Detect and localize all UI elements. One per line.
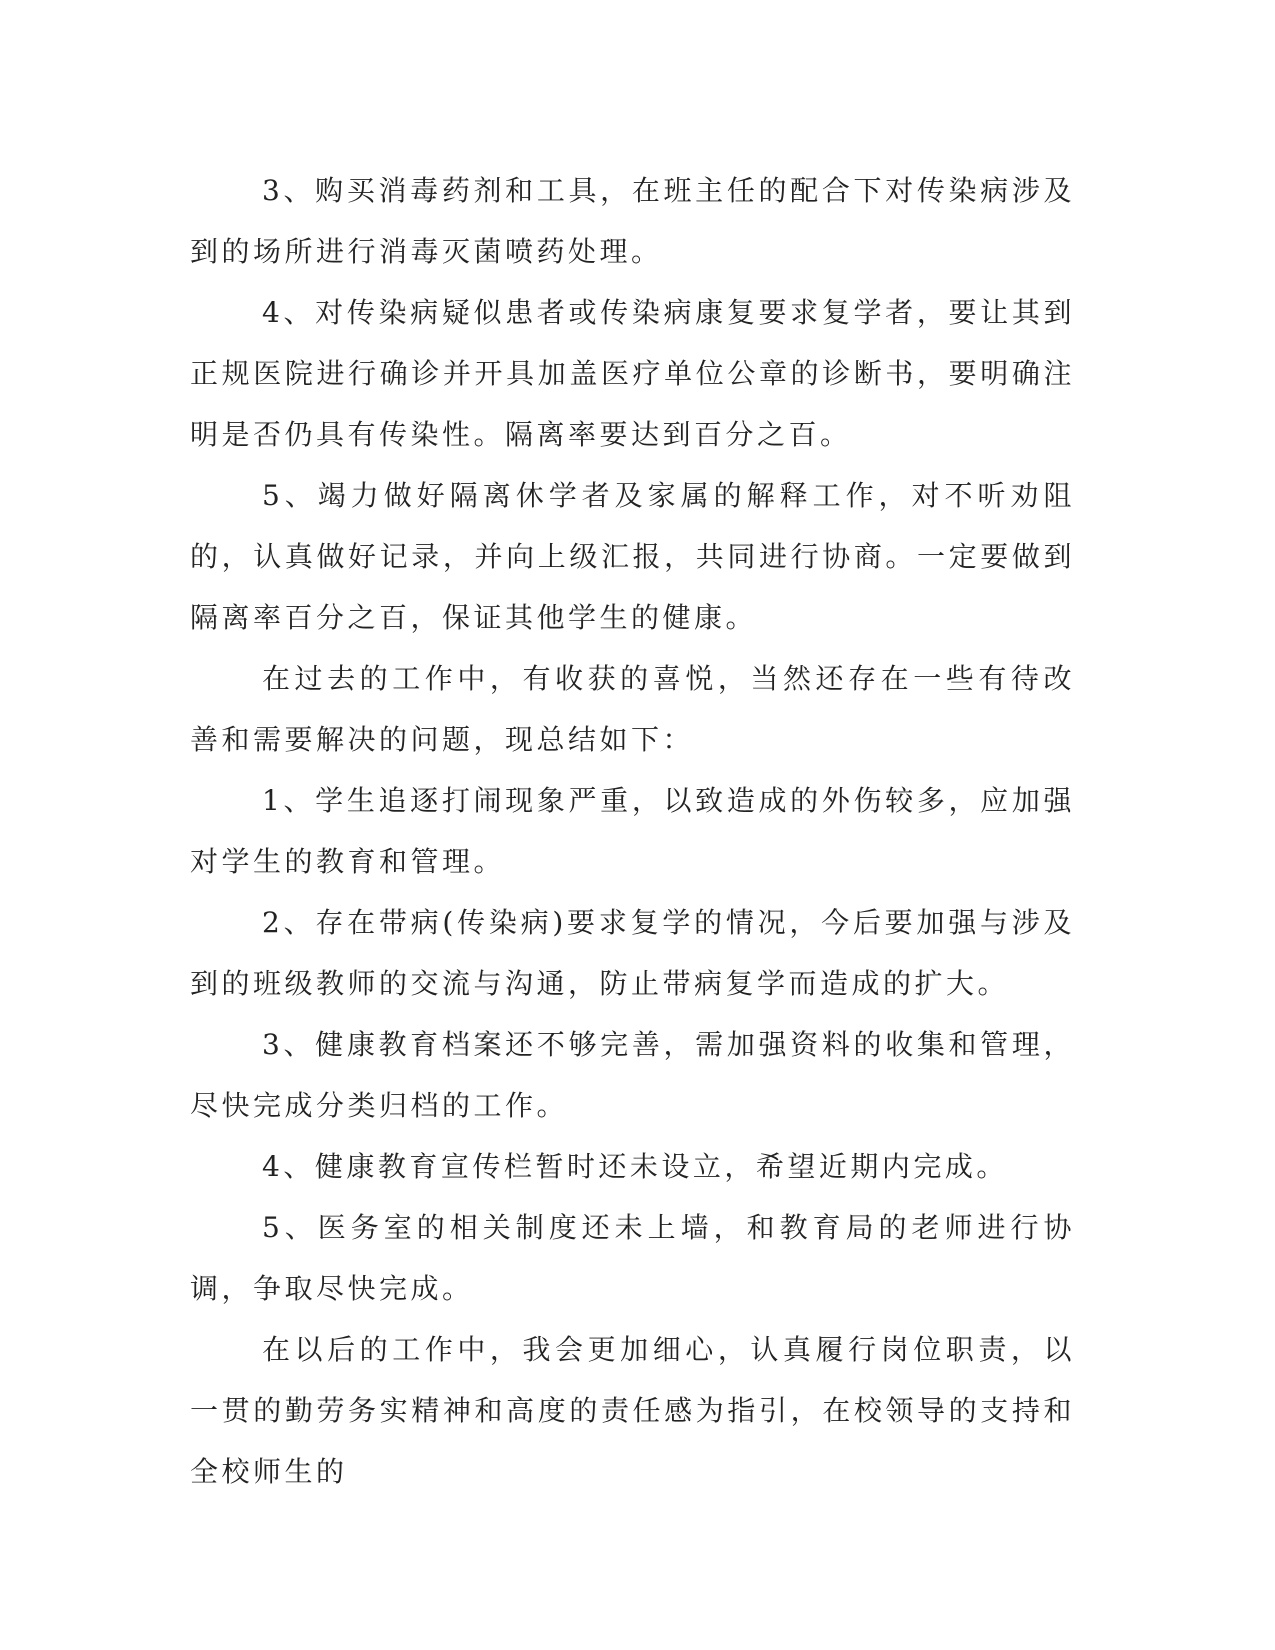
- paragraph-issue-5: 5、医务室的相关制度还未上墙，和教育局的老师进行协调，争取尽快完成。: [190, 1211, 1075, 1305]
- paragraph-summary-intro: 在过去的工作中，有收获的喜悦，当然还存在一些有待改善和需要解决的问题，现总结如下：: [190, 662, 1075, 756]
- paragraph-issue-2: 2、存在带病(传染病)要求复学的情况，今后要加强与涉及到的班级教师的交流与沟通，防止带病复学而造成的扩大。: [190, 906, 1075, 1000]
- paragraph-item-3-disinfection: 3、购买消毒药剂和工具，在班主任的配合下对传染病涉及到的场所进行消毒灭菌喷药处理。: [190, 174, 1075, 268]
- paragraph-closing: 在以后的工作中，我会更加细心，认真履行岗位职责，以一贯的勤劳务实精神和高度的责任感为指引，在校领导的支持和全校师生的: [190, 1333, 1075, 1488]
- paragraph-issue-3: 3、健康教育档案还不够完善，需加强资料的收集和管理，尽快完成分类归档的工作。: [190, 1028, 1075, 1122]
- paragraph-item-5-isolation: 5、竭力做好隔离休学者及家属的解释工作，对不听劝阻的，认真做好记录，并向上级汇报，共同进行协商。一定要做到隔离率百分之百，保证其他学生的健康。: [190, 479, 1075, 634]
- paragraph-issue-1: 1、学生追逐打闹现象严重，以致造成的外伤较多，应加强对学生的教育和管理。: [190, 784, 1075, 878]
- paragraph-issue-4: 4、健康教育宣传栏暂时还未设立，希望近期内完成。: [262, 1150, 1008, 1183]
- paragraph-item-4-diagnosis: 4、对传染病疑似患者或传染病康复要求复学者，要让其到正规医院进行确诊并开具加盖医疗单位公章的诊断书，要明确注明是否仍具有传染性。隔离率要达到百分之百。: [190, 296, 1075, 451]
- document-body: [190, 160, 1075, 1502]
